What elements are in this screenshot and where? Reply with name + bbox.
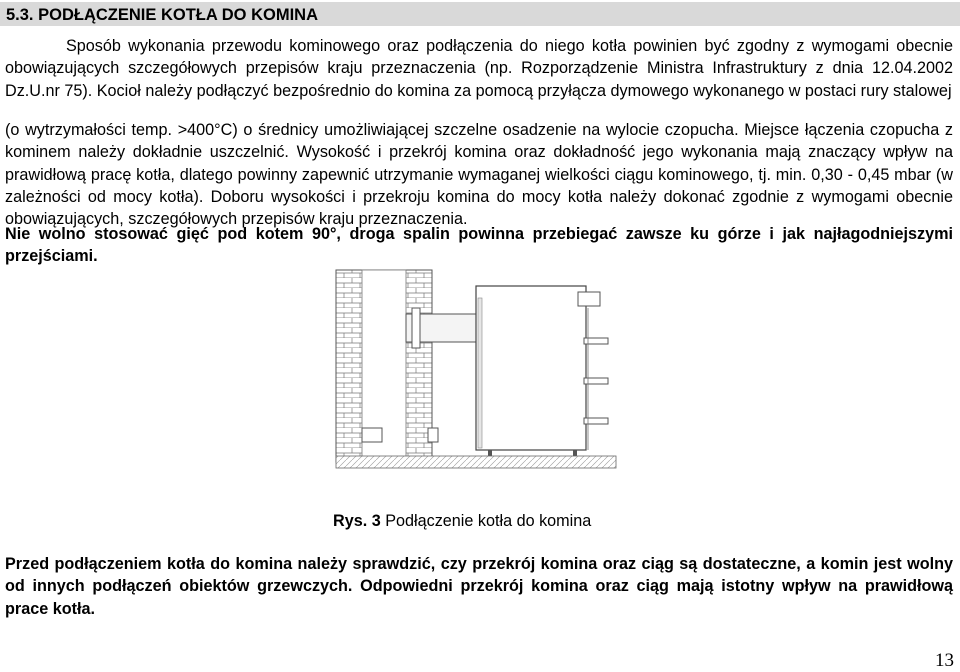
figure-number: Rys. 3 <box>333 512 381 530</box>
details-paragraph: (o wytrzymałości temp. >400°C) o średnicy umożliwiającej szczelne osadzenie na wylocie czopucha. Miejsce łączenia czopucha z kominem należy dokładnie uszczelnić. Wysokość i przekrój komina oraz dokładność jego wykonania mają znaczący wpływ na prawidłową pracę kotła, dlatego powinny zapewnić utrzymanie wymaganej wielkości ciągu kominowego, tj. min. 0,30 - 0,45 mbar (w zależności od mocy kotła). Doboru wysokości i przekroju komina do mocy kotła należy dokonać zgodnie z wymogami obecnie obowiązujących, szczegółowych przepisów kraju przeznaczenia. <box>5 121 953 229</box>
warning-paragraph: Nie wolno stosować gięć pod kotem 90°, droga spalin powinna przebiegać zawsze ku górze i jak najłagodniejszymi przejściami. <box>5 225 953 266</box>
chimney <box>336 270 438 462</box>
boiler <box>476 286 608 456</box>
figure-title: Podłączenie kotła do komina <box>385 512 592 530</box>
flue-pipe <box>406 308 476 348</box>
section-heading-bar <box>0 2 960 26</box>
floor <box>336 456 616 468</box>
intro-paragraph: Sposób wykonania przewodu kominowego oraz podłączenia do niego kotła powinien być zgodny z wymogami obecnie obowiązujących szczegółowych przepisów kraju przeznaczenia (np. Rozporządzenie Ministra Infrastruktury z dnia 12.04.2002 Dz.U.nr 75). Kocioł należy podłączyć bezpośrednio do komina za pomocą przyłącza dymowego wykonanego w postaci rury stalowej <box>5 37 953 100</box>
section-title: 5.3. PODŁĄCZENIE KOTŁA DO KOMINA <box>6 6 318 24</box>
boiler-chimney-diagram <box>328 268 628 498</box>
page-number: 13 <box>935 650 954 671</box>
figure-caption <box>333 512 591 531</box>
closing-paragraph: Przed podłączeniem kotła do komina należy sprawdzić, czy przekrój komina oraz ciąg są dostateczne, a komin jest wolny od innych podłączeń obiektów grzewczych. Odpowiedni przekrój komina oraz ciąg mają istotny wpływ na prawidłową prace kotła. <box>5 555 953 618</box>
